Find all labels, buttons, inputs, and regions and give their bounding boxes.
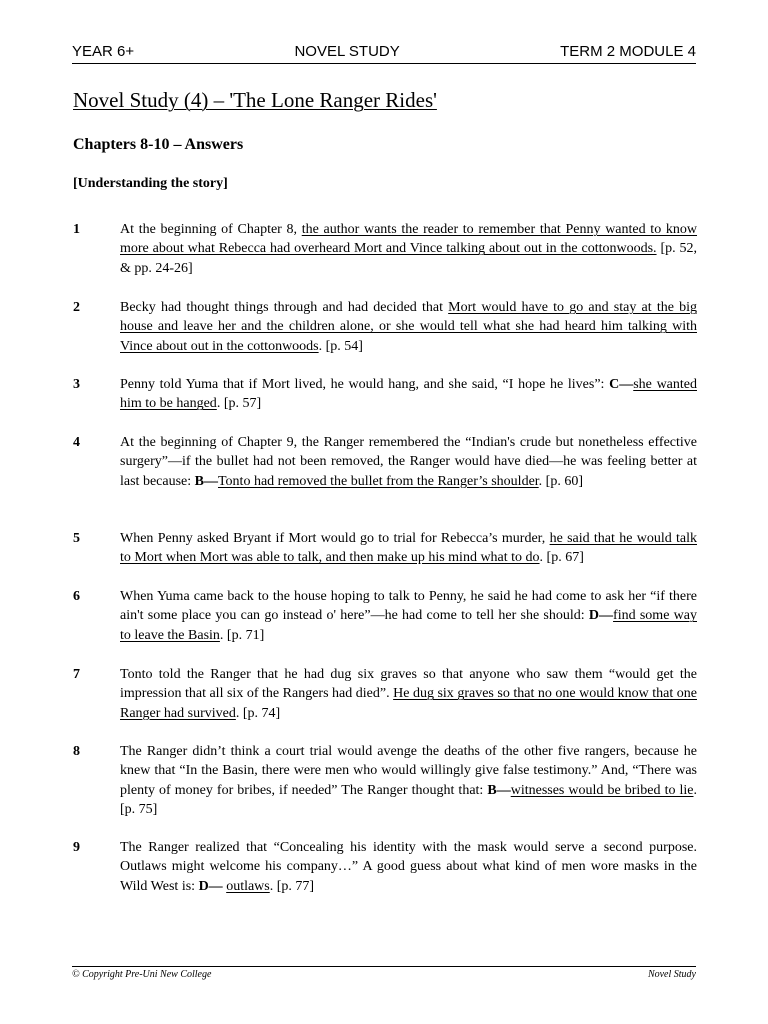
answer-text: Tonto told the Ranger that he had dug six graves so that anyone who saw them “would get the impression that all six of the Rangers had died”. He dug six graves so that no one would know that one Ranger had survived. [p. 74] [120,667,697,721]
answer-item [73,298,697,356]
answer-underlined: she wanted him to be hanged [120,377,697,412]
answer-number: 4 [73,435,80,450]
answer-choice: B— [194,473,218,489]
answer-underlined: find some way to leave the Basin [120,608,697,643]
answer-text: The Ranger didn’t think a court trial would avenge the deaths of the other five rangers, because he knew that “In the Basin, there were men who would willingly give false testimony.” And, “There was plenty of money for bribes, if needed” The Ranger thought that: B—witnesses would be bribed to lie. [p. 75] [120,744,697,817]
answer-choice: C— [609,377,634,392]
answer-number: 6 [73,589,80,604]
answer-item [73,220,697,278]
answer-text: At the beginning of Chapter 8, the author wants the reader to remember that Penny wanted to know more about what Rebecca had overheard Mort and Vince talking about out in the cottonwoods. [p. 52, & pp. 24-26] [120,222,698,276]
answer-choice: D— [588,608,614,624]
chapter-subtitle: Chapters 8-10 – Answers [73,136,244,153]
answer-number: 1 [73,222,80,237]
answer-number: 9 [73,840,80,855]
page-header [72,43,696,64]
answer-number: 7 [73,667,80,682]
page-title: Novel Study (4) – 'The Lone Ranger Rides' [73,88,437,112]
footer-copyright: © Copyright Pre-Uni New College [72,969,212,980]
answer-choice: B— [487,782,511,798]
answer-underlined: witnesses would be bribed to lie [510,782,694,798]
answer-text: Penny told Yuma that if Mort lived, he would hang, and she said, “I hope he lives”: C—she wanted him to be hanged. [p. 57] [120,377,697,412]
answer-number: 5 [73,531,80,546]
answer-number: 8 [73,744,80,759]
page-footer [72,966,696,980]
answer-text: At the beginning of Chapter 9, the Ranger remembered the “Indian's crude but nonetheless effective surgery”—if the bullet had not been removed, the Ranger would have died—he was feeling better at last because: B—Tonto had removed the bullet from the Ranger’s shoulder. [p. 60] [120,435,697,489]
answer-text: When Penny asked Bryant if Mort would go to trial for Rebecca’s murder, he said that he would talk to Mort when Mort was able to talk, and then make up his mind what to do. [p. 67] [120,531,697,566]
footer-doc-name: Novel Study [647,969,696,980]
answer-number: 2 [73,300,80,315]
answer-number: 3 [73,377,80,392]
answer-item [73,742,697,819]
answer-item [73,838,697,896]
answer-choice: D— [198,878,227,894]
answer-underlined: He dug six graves so that no one would know that one Ranger had survived [120,686,697,721]
answer-text: When Yuma came back to the house hoping to talk to Penny, he said he had come to ask her “if there ain't some place you can go instead o' here”—he had come to tell her she should: D—find some way to leave the Basin. [p. 71] [120,589,697,643]
header-subject: NOVEL STUDY [294,43,400,60]
answer-underlined: outlaws [226,878,270,894]
answer-underlined: Tonto had removed the bullet from the Ranger’s shoulder [217,473,539,489]
section-label: [Understanding the story] [73,176,228,191]
answer-underlined: Mort would have to go and stay at the big house and leave her and the children alone, or she would tell what she had heard him talking with Vince about out in the cottonwoods [120,300,697,354]
answer-item [73,587,697,645]
answer-item [73,375,697,414]
answer-underlined: the author wants the reader to remember that Penny wanted to know more about what Rebecca had overheard Mort and Vince talking about out in the cottonwoods. [120,222,698,257]
header-year: YEAR 6+ [72,43,135,60]
answer-underlined: he said that he would talk to Mort when Mort was able to talk, and then make up his mind what to do [120,531,697,566]
answer-text: The Ranger realized that “Concealing his identity with the mask would serve a second purpose. Outlaws might welcome his company…” A good guess about what kind of men wore masks in the Wild West is: D— outlaws. [p. 77] [120,840,697,894]
header-term: TERM 2 MODULE 4 [560,43,696,60]
answer-text: Becky had thought things through and had decided that Mort would have to go and stay at the big house and leave her and the children alone, or she would tell what she had heard him talking with Vince about out in the cottonwoods. [p. 54] [120,300,697,354]
answer-item [73,529,697,568]
answer-item [73,433,697,491]
answer-item [73,665,697,723]
